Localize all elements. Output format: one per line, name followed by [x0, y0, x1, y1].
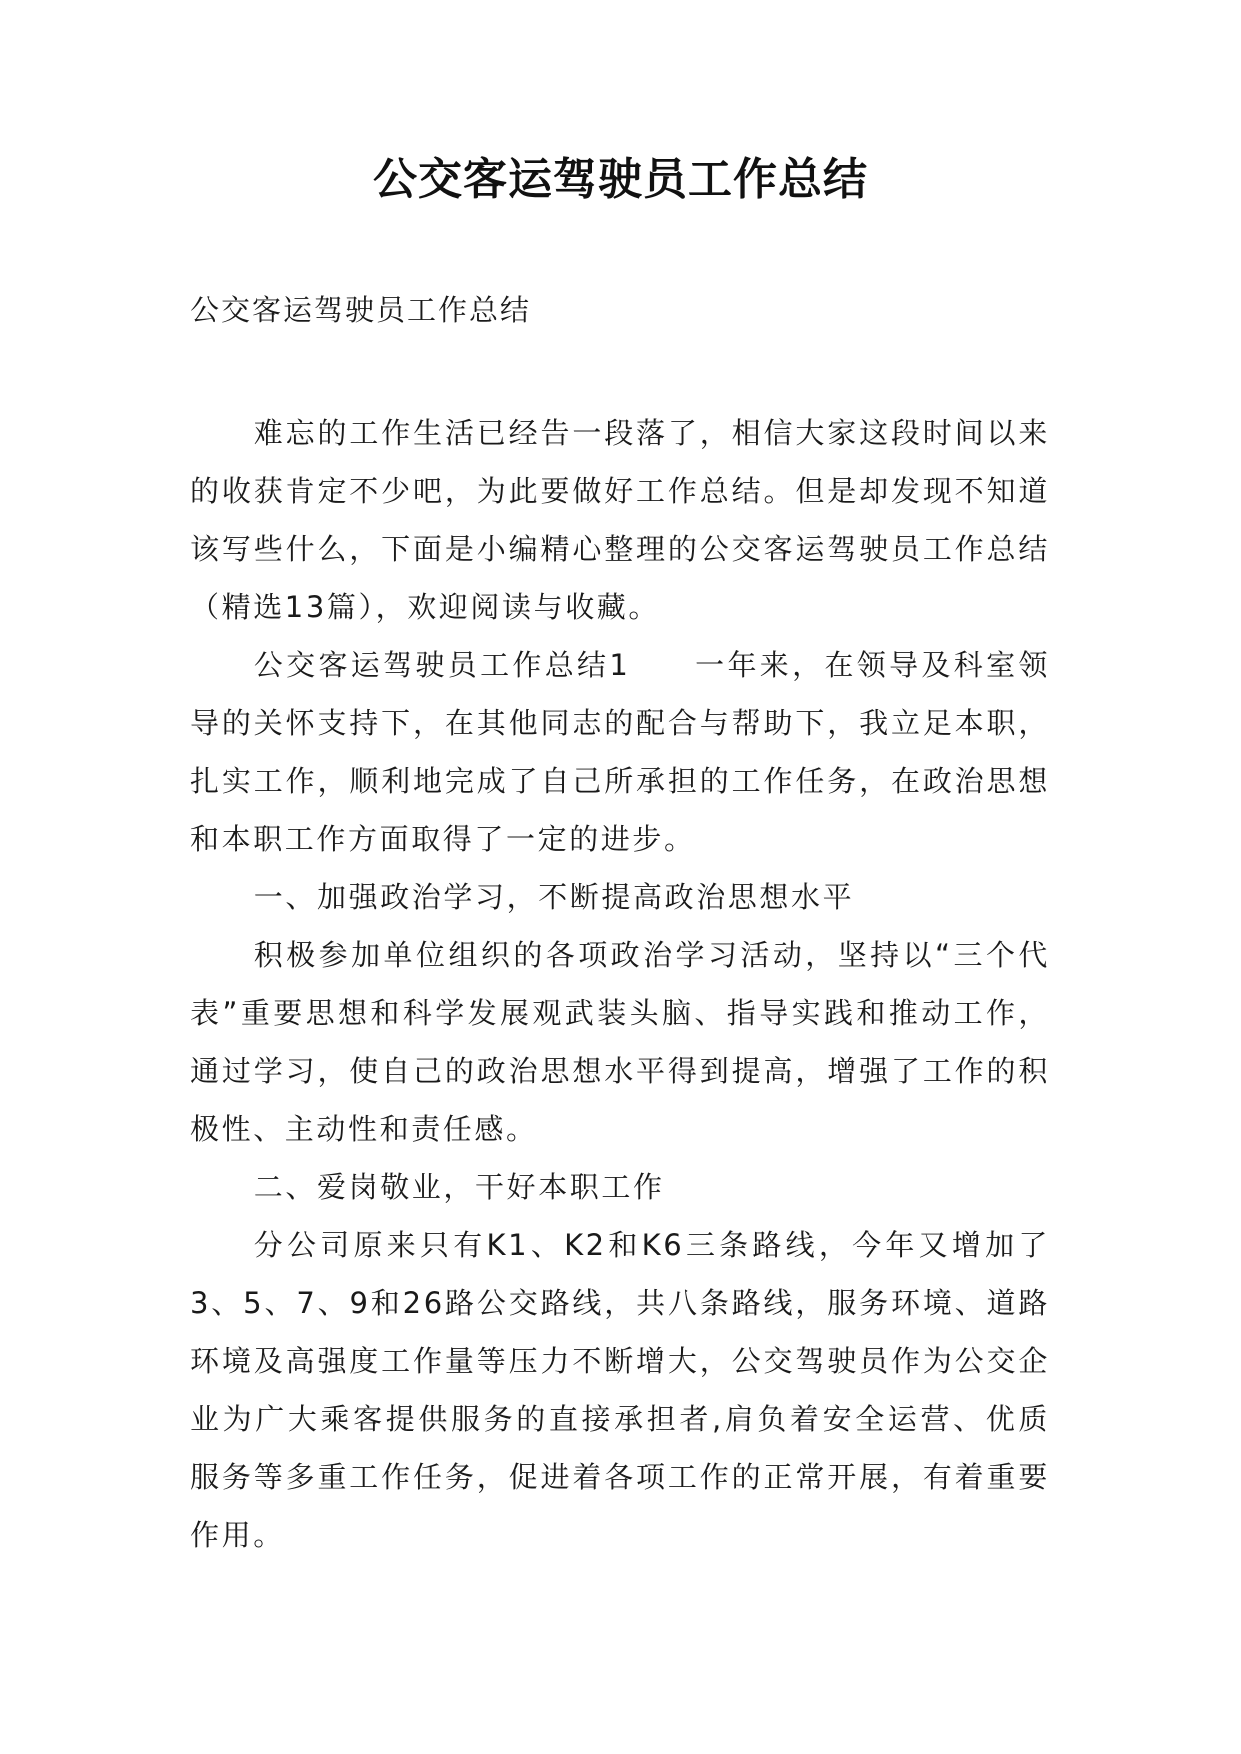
- document-subtitle: 公交客运驾驶员工作总结: [190, 293, 532, 327]
- document-body: [190, 404, 1050, 1564]
- point1-paragraph: 积极参加单位组织的各项政治学习活动，坚持以“三个代表”重要思想和科学发展观武装头脑、指导实践和推动工作，通过学习，使自己的政治思想水平得到提高，增强了工作的积极性、主动性和责任感。: [190, 938, 1050, 1146]
- document-title: 公交客运驾驶员工作总结: [373, 154, 868, 205]
- section1-paragraph: [190, 636, 1050, 868]
- section1-text: 一年来，在领导及科室领导的关怀支持下，在其他同志的配合与帮助下，我立足本职，扎实工作，顺利地完成了自己所承担的工作任务，在政治思想和本职工作方面取得了一定的进步。: [190, 648, 1050, 856]
- point2-title: 二、爱岗敬业，干好本职工作: [253, 1170, 665, 1204]
- intro-paragraph: 难忘的工作生活已经告一段落了，相信大家这段时间以来的收获肯定不少吧，为此要做好工作总结。但是却发现不知道该写些什么，下面是小编精心整理的公交客运驾驶员工作总结（精选13篇），欢迎阅读与收藏。: [190, 416, 1050, 624]
- point2-paragraph: 分公司原来只有K1、K2和K6三条路线，今年又增加了3、5、7、9和26路公交路线，共八条路线，服务环境、道路环境及高强度工作量等压力不断增大，公交驾驶员作为公交企业为广大乘客提供服务的直接承担者,肩负着安全运营、优质服务等多重工作任务，促进着各项工作的正常开展，有着重要作用。: [190, 1228, 1050, 1552]
- section1-heading: 公交客运驾驶员工作总结1: [253, 648, 631, 682]
- point1-title: 一、加强政治学习，不断提高政治思想水平: [253, 880, 855, 914]
